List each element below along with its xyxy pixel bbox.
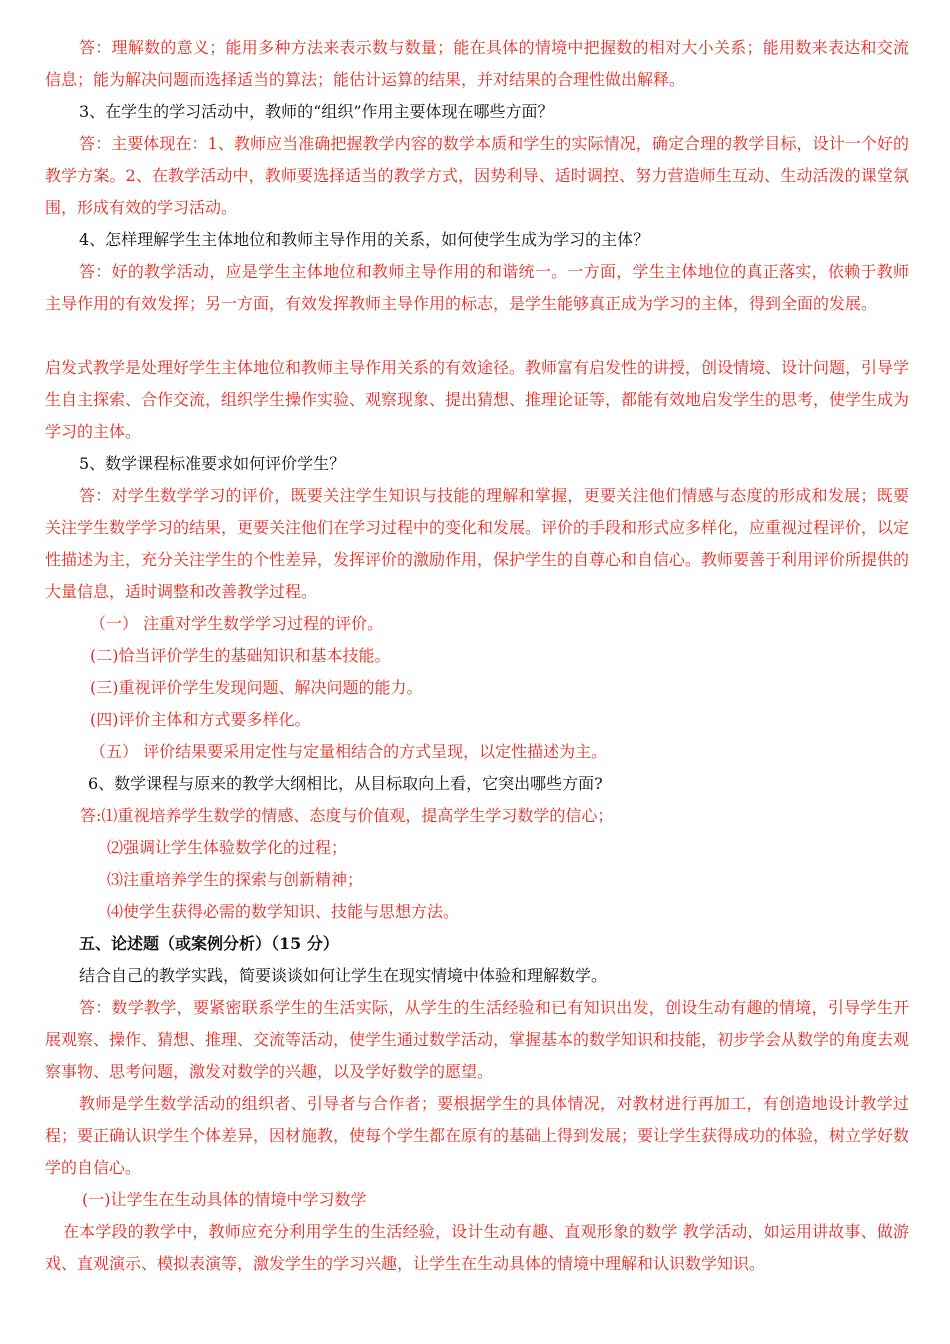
answer-5-item: （五） 评价结果要采用定性与定量相结合的方式呈现，以定性描述为主。 <box>90 742 608 761</box>
answer-5-item: （一） 注重对学生数学学习过程的评价。 <box>90 614 384 633</box>
answer-2: 答：理解数的意义；能用多种方法来表示数与数量；能在具体的情境中把握数的相对大小关系；能用数来表达和交流信息；能为解决问题而选择适当的算法；能估计运算的结果，并对结果的合理性做出解释。 <box>45 38 909 89</box>
answer-4-continued: 启发式教学是处理好学生主体地位和教师主导作用关系的有效途径。教师富有启发性的讲授，创设情境、设计问题，引导学生自主探索、合作交流，组织学生操作实验、观察现象、提出猜想、推理论证等，都能有效地启发学生的思考，使学生成为学习的主体。 <box>45 358 910 441</box>
answer-6-item: ⑷使学生获得必需的数学知识、技能与思想方法。 <box>107 902 460 921</box>
question-3: 3、在学生的学习活动中，教师的“组织”作用主要体现在哪些方面？ <box>79 102 554 121</box>
answer-6-item: ⑵强调让学生体验数学化的过程； <box>107 838 348 857</box>
question-6: 6、数学课程与原来的教学大纲相比，从目标取向上看，它突出哪些方面? <box>88 774 603 793</box>
essay-subheading: (一)让学生在生动具体的情境中学习数学 <box>82 1190 367 1209</box>
answer-5-item: (四)评价主体和方式要多样化。 <box>90 710 311 729</box>
answer-3: 答：主要体现在：1、教师应当准确把握教学内容的数学本质和学生的实际情况，确定合理的教学目标，设计一个好的教学方案。2、在教学活动中，教师要选择适当的教学方式，因势利导、适时调控、努力营造师生互动、生动活泼的课堂氛围，形成有效的学习活动。 <box>45 134 909 217</box>
essay-question: 结合自己的教学实践，简要谈谈如何让学生在现实情境中体验和理解数学。 <box>79 966 608 985</box>
answer-6-item: ⑶注重培养学生的探索与创新精神； <box>107 870 364 889</box>
answer-5: 答：对学生数学学习的评价，既要关注学生知识与技能的理解和掌握，更要关注他们情感与态度的形成和发展；既要关注学生数学学习的结果，更要关注他们在学习过程中的变化和发展。评价的手段和形式应多样化，应重视过程评价，以定性描述为主，充分关注学生的个性差异，发挥评价的激励作用，保护学生的自尊心和自信心。教师要善于利用评价所提供的大量信息，适时调整和改善教学过程。 <box>45 486 910 601</box>
essay-answer-2: 教师是学生数学活动的组织者、引导者与合作者；要根据学生的具体情况，对教材进行再加工，有创造地设计教学过程；要正确认识学生个体差异，因材施教，使每个学生都在原有的基础上得到发展；要让学生获得成功的体验，树立学好数学的自信心。 <box>45 1094 910 1177</box>
answer-5-item: (三)重视评价学生发现问题、解决问题的能力。 <box>90 678 423 697</box>
section-heading: 五、论述题（或案例分析）（15 分） <box>79 934 339 953</box>
answer-5-item: (二)恰当评价学生的基础知识和基本技能。 <box>90 646 391 665</box>
essay-answer-1: 答：数学教学，要紧密联系学生的生活实际，从学生的生活经验和已有知识出发，创设生动有趣的情境，引导学生开展观察、操作、猜想、推理、交流等活动，使学生通过数学活动，掌握基本的数学知识和技能，初步学会从数学的角度去观察事物、思考问题，激发对数学的兴趣，以及学好数学的愿望。 <box>45 998 910 1081</box>
essay-answer-3: 在本学段的教学中，教师应充分利用学生的生活经验，设计生动有趣、直观形象的数学 教学活动，如运用讲故事、做游戏、直观演示、模拟表演等，激发学生的学习兴趣，让学生在生动具体的情境中理解和认识数学知识。 <box>45 1222 909 1273</box>
answer-4: 答：好的教学活动，应是学生主体地位和教师主导作用的和谐统一。一方面，学生主体地位的真正落实，依赖于教师主导作用的有效发挥；另一方面，有效发挥教师主导作用的标志，是学生能够真正成为学习的主体，得到全面的发展。 <box>45 262 909 313</box>
answer-6-item: 答:⑴重视培养学生数学的情感、态度与价值观，提高学生学习数学的信心； <box>80 806 614 825</box>
question-4: 4、怎样理解学生主体地位和教师主导作用的关系，如何使学生成为学习的主体？ <box>79 230 650 249</box>
question-5: 5、数学课程标准要求如何评价学生？ <box>79 454 346 473</box>
